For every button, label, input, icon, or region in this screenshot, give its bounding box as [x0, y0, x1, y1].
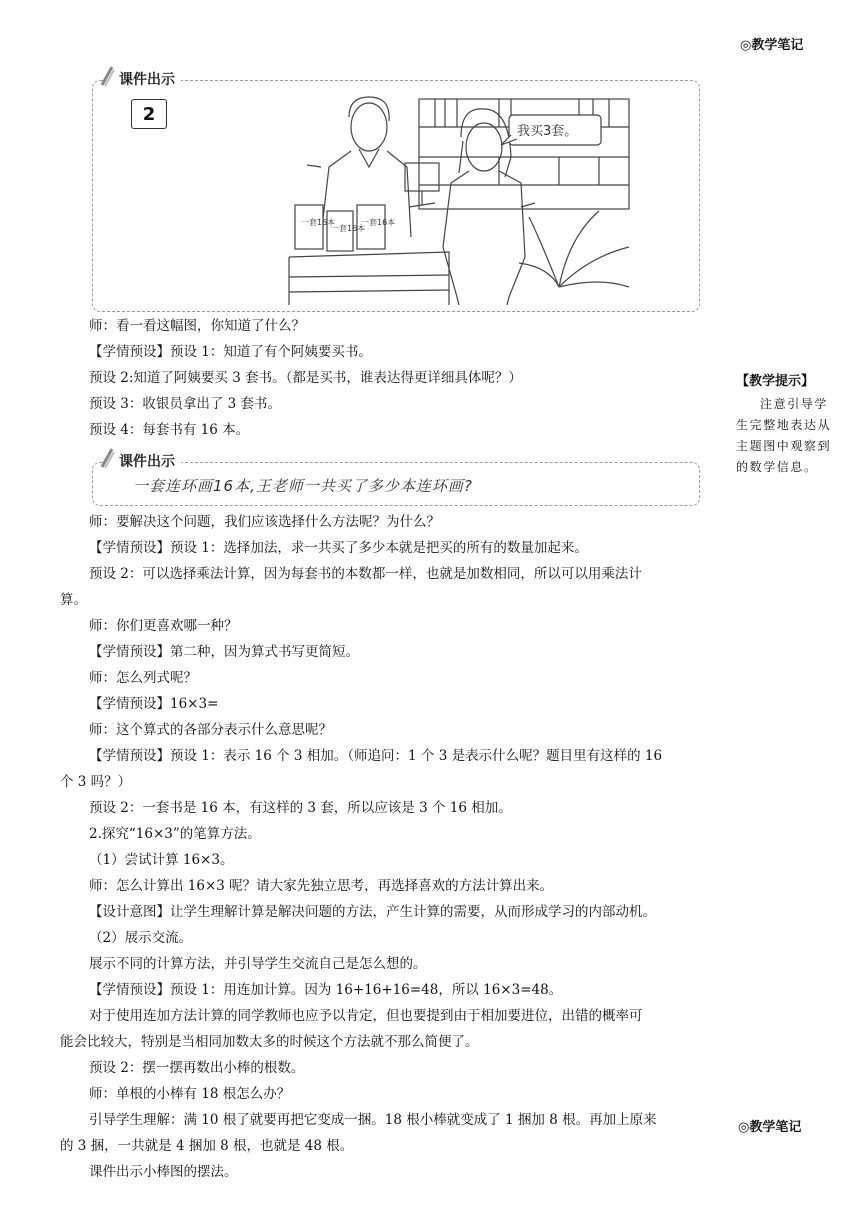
text-line: 师：单根的小棒有 18 根怎么办？ [89, 1086, 291, 1102]
text-line: 课件出示小棒图的摆法。 [89, 1164, 238, 1180]
text-line: 预设 4：每套书有 16 本。 [89, 422, 250, 438]
discussion-block-2 [62, 509, 722, 1185]
teaching-notes-label-top: ◎教学笔记 [740, 38, 804, 53]
book-box-label: 一套16本 [301, 218, 336, 227]
panel-tab-label: 课件出示 [119, 72, 175, 88]
text-line: （1）尝试计算 16×3。 [89, 852, 234, 868]
text-line: （2）展示交流。 [89, 930, 193, 946]
text-line: 预设 2：可以选择乘法计算，因为每套书的本数都一样，也就是加数相同，所以可以用乘法计 [89, 566, 642, 582]
text-line: 预设 2：一套书是 16 本，有这样的 3 套，所以应该是 3 个 16 相加。 [89, 800, 512, 816]
book-box-label: 一套16本 [331, 224, 366, 233]
text-line: 的 3 捆，一共就是 4 捆加 8 根，也就是 48 根。 [60, 1138, 354, 1154]
panel-tab [105, 69, 181, 89]
teaching-notes-label-bottom: ◎教学笔记 [738, 1120, 802, 1135]
book-box-label: 一套16本 [361, 218, 396, 227]
bookstore-illustration [199, 87, 639, 305]
text-line: 展示不同的计算方法，并引导学生交流自己是怎么想的。 [89, 956, 427, 972]
text-line: 预设 2:知道了阿姨要买 3 套书。（都是买书，谁表达得更详细具体呢？） [89, 370, 522, 386]
text-line: 引导学生理解：满 10 根了就要再把它变成一捆。18 根小棒就变成了 1 捆加 8 根。再加上原来 [89, 1112, 657, 1128]
courseware-panel-illustration [92, 72, 700, 312]
text-line: 【学情预设】预设 1：用连加计算。因为 16+16+16=48，所以 16×3=48。 [89, 982, 563, 998]
discussion-block-1 [62, 313, 722, 443]
text-line: 师：怎么列式呢？ [89, 670, 197, 686]
teaching-tip-title: 【教学提示】 [736, 374, 815, 389]
text-line: 师：看一看这幅图，你知道了什么？ [89, 318, 305, 334]
text-line: 预设 2：摆一摆再数出小棒的根数。 [89, 1060, 305, 1076]
panel-tab-label: 课件出示 [119, 454, 175, 470]
text-line: 师：怎么计算出 16×3 呢？请大家先独立思考，再选择喜欢的方法计算出来。 [89, 878, 554, 894]
text-line: 预设 3：收银员拿出了 3 套书。 [89, 396, 282, 412]
text-line: 能会比较大，特别是当相同加数太多的时候这个方法就不那么简便了。 [60, 1034, 479, 1050]
pencil-icon [99, 65, 115, 87]
speech-bubble-text: 我买3套。 [517, 124, 578, 139]
text-line: 2.探究“16×3”的笔算方法。 [89, 826, 261, 842]
text-line: 师：你们更喜欢哪一种？ [89, 618, 238, 634]
text-line: 师：这个算式的各部分表示什么意思呢？ [89, 722, 332, 738]
problem-statement: 一套连环画16本,王老师一共买了多少本连环画? [133, 477, 473, 495]
pencil-icon [99, 447, 115, 469]
text-line: 【设计意图】让学生理解计算是解决问题的方法，产生计算的需要，从而形成学习的内部动机。 [89, 904, 656, 920]
courseware-panel-problem [92, 454, 700, 506]
text-line: 【学情预设】16×3= [89, 696, 219, 712]
text-line: 个 3 吗？） [60, 774, 132, 790]
text-line: 【学情预设】预设 1：知道了有个阿姨要买书。 [89, 344, 372, 360]
text-line: 师：要解决这个问题，我们应该选择什么方法呢？为什么？ [89, 514, 440, 530]
text-line: 对于使用连加方法计算的同学教师也应予以肯定，但也要提到由于相加要进位，出错的概率可 [89, 1008, 643, 1024]
text-line: 【学情预设】预设 1：选择加法，求一共买了多少本就是把买的所有的数量加起来。 [89, 540, 588, 556]
example-number-badge: 2 [131, 99, 167, 129]
text-line: 算。 [60, 592, 87, 608]
teaching-tip-body: 注意引导学生完整地表达从主题图中观察到的数学信息。 [736, 397, 832, 474]
panel-tab [105, 451, 181, 471]
text-line: 【学情预设】第二种，因为算式书写更简短。 [89, 644, 359, 660]
text-line: 【学情预设】预设 1：表示 16 个 3 相加。（师追问：1 个 3 是表示什么呢？题目里有这样的 16 [89, 748, 663, 764]
